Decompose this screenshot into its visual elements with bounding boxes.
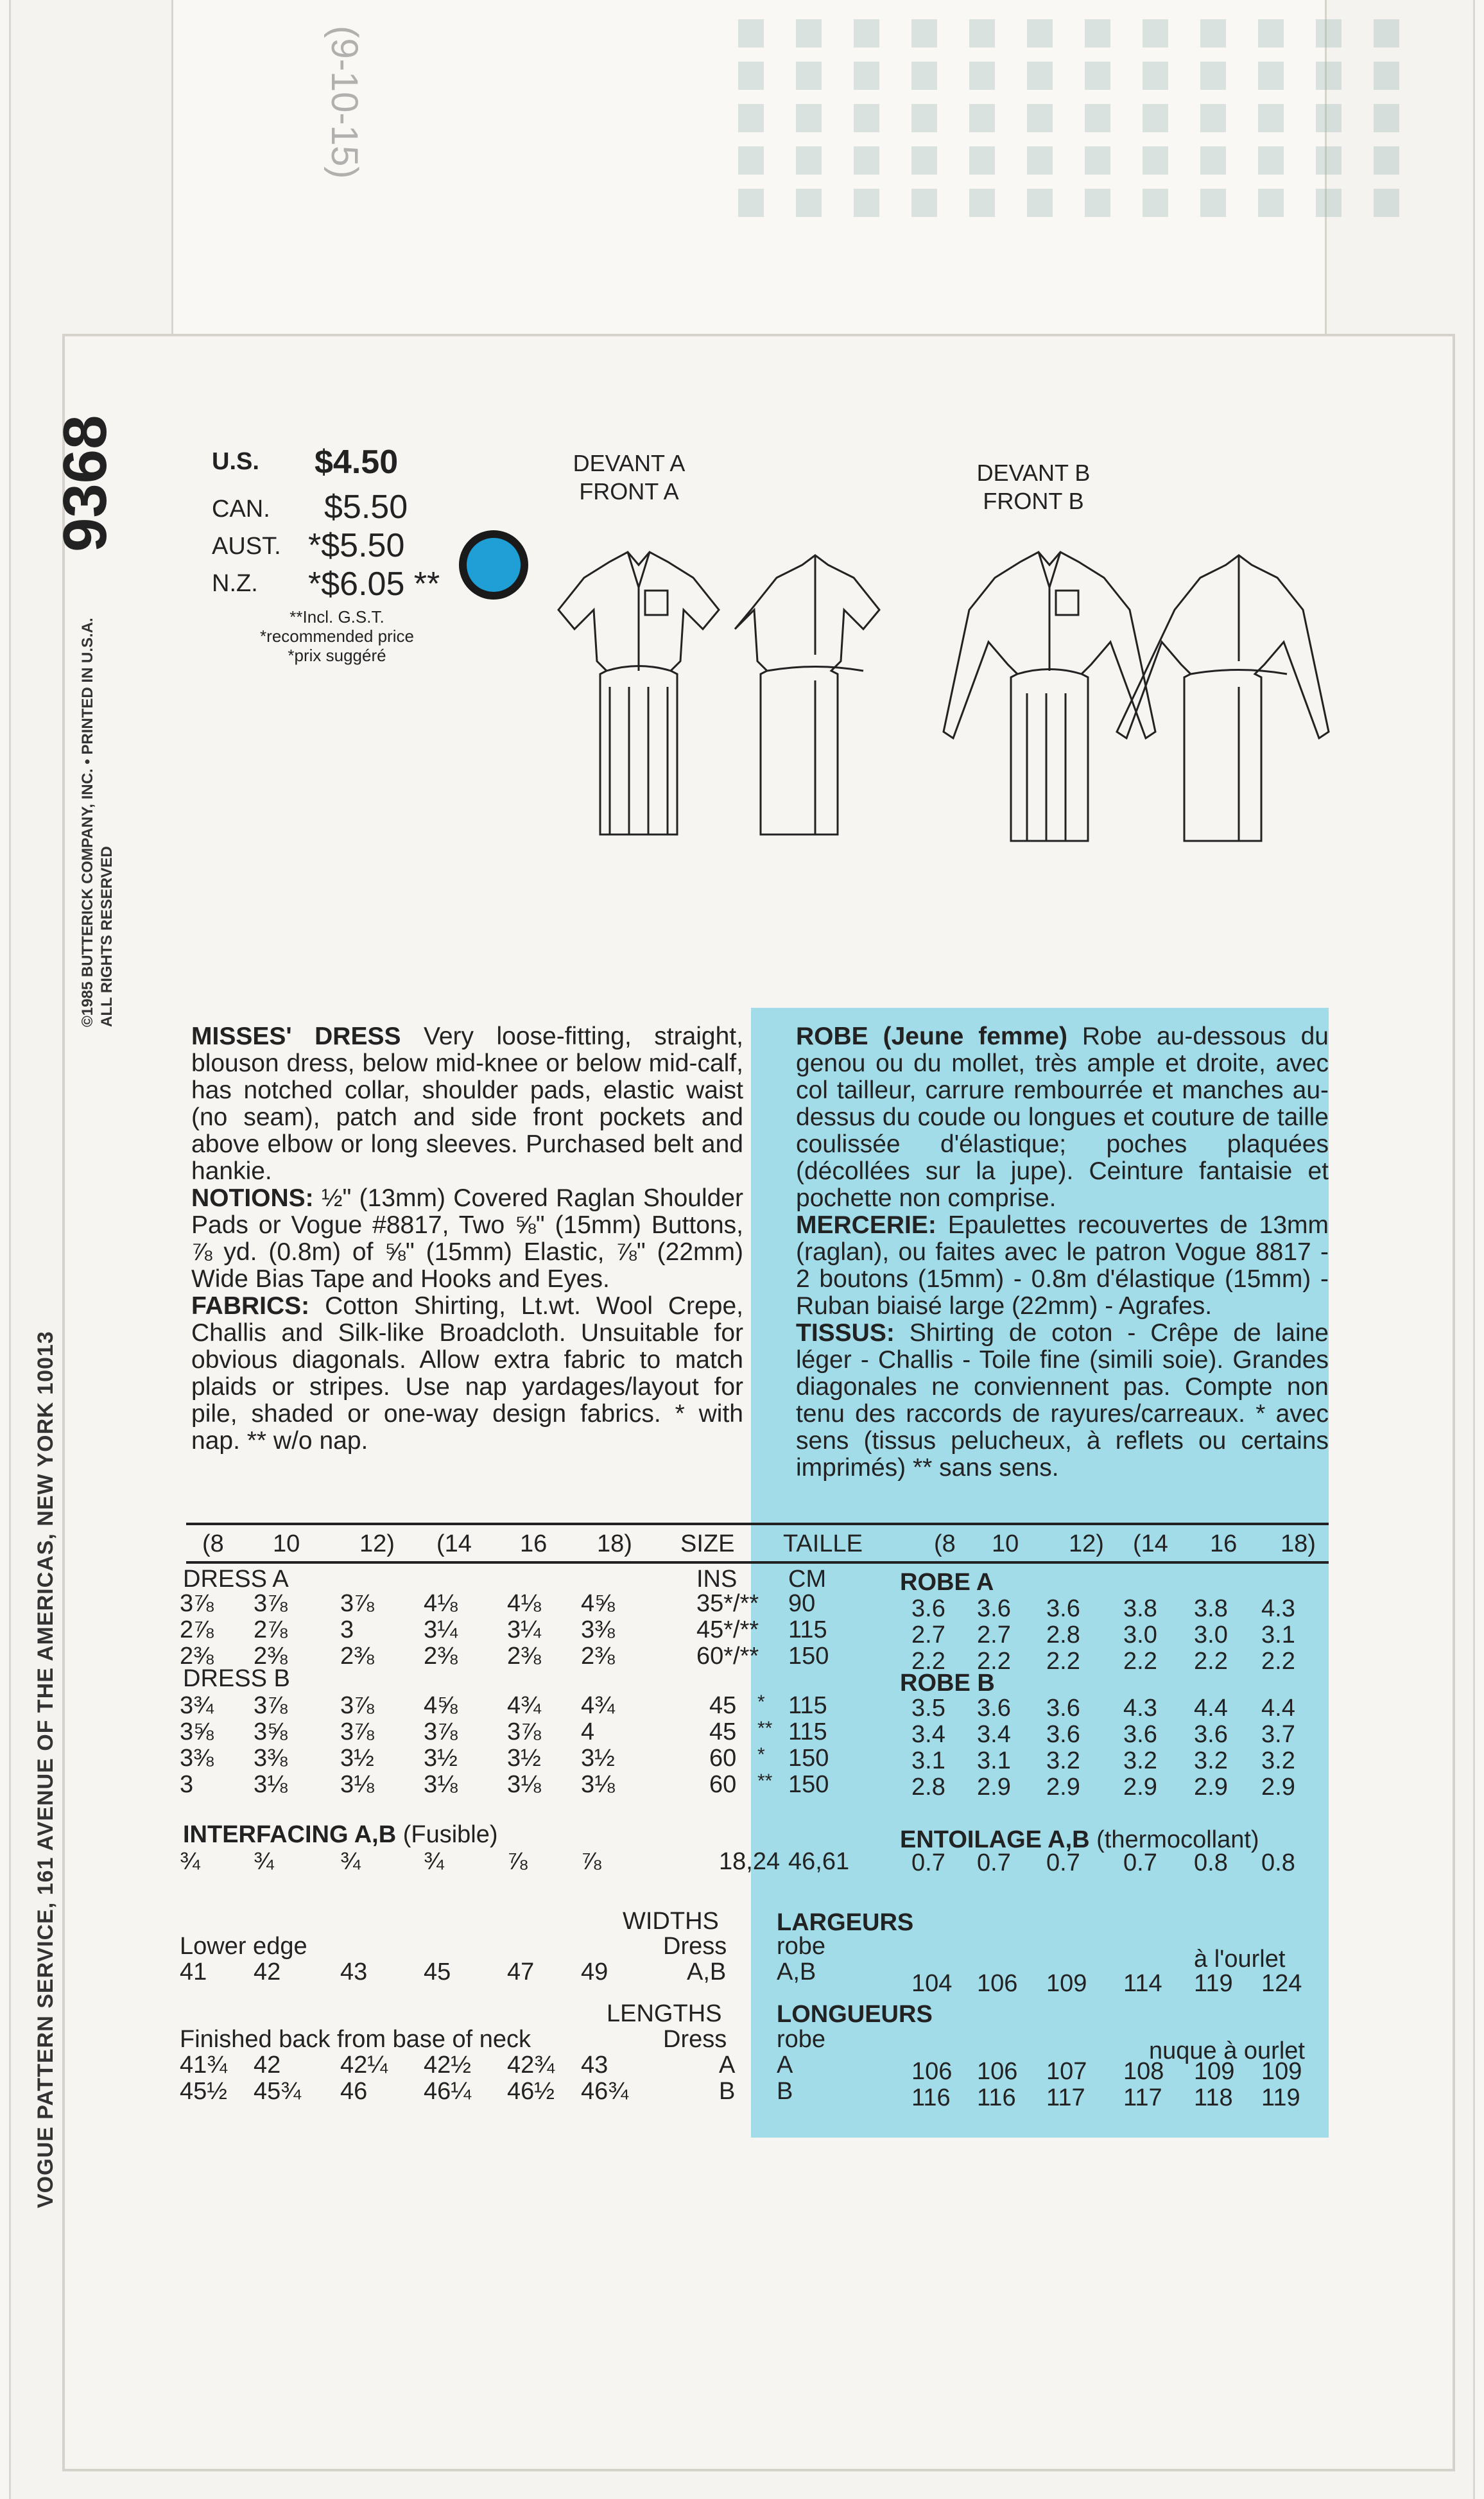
width-cm-cell: 124 <box>1261 1970 1302 1997</box>
price-value: $5.50 <box>324 489 408 526</box>
view-label: A <box>719 2052 736 2079</box>
metre-cell: 3.6 <box>1046 1595 1080 1622</box>
width-cm-cell: 119 <box>1194 1970 1233 1997</box>
tissus-text: Shirting de coton - Crêpe de laine léger - Challis - Toile fine (simili soie). Grandes diagonales ne conviennent pas. Compte non tenu des raccords de rayures/carreaux. * avec sens (tissus pelucheux, à reflets ou certains imprimés) ** sans sens. <box>796 1319 1329 1482</box>
finished-back-label: Finished back from base of neck <box>180 2026 531 2053</box>
taille-label: (14 <box>1133 1530 1168 1557</box>
width-cm-cell: 114 <box>1123 1970 1162 1997</box>
price-label: U.S. <box>212 448 259 475</box>
length-inch-cell: 42¼ <box>340 2052 388 2079</box>
metre-cell: 2.7 <box>977 1621 1011 1648</box>
metre-cell: 2.2 <box>1194 1648 1228 1675</box>
size-label: 12) <box>359 1530 395 1557</box>
taille-label: 10 <box>992 1530 1019 1557</box>
yardage-cell: 3⅞ <box>507 1718 541 1745</box>
fabric-width-ins: 45*/** <box>696 1616 759 1643</box>
length-inch-cell: 46½ <box>507 2078 555 2105</box>
metre-cell: 0.7 <box>1123 1849 1157 1876</box>
width-inch-cell: 42 <box>254 1959 281 1985</box>
front-a-fr: DEVANT A <box>573 450 686 476</box>
copyright-line: ©1985 BUTTERICK COMPANY, INC. • PRINTED IN U.S.A. <box>79 618 96 1027</box>
fabric-width-cm: 150 <box>788 1643 829 1670</box>
nap-mark: * <box>757 1744 765 1765</box>
view-label: A,B <box>777 1959 816 1985</box>
pattern-number: 9368 <box>51 415 119 552</box>
length-cm-cell: 109 <box>1261 2058 1302 2085</box>
yardage-cell: 3½ <box>340 1745 374 1772</box>
yardage-cell: 2⅜ <box>507 1643 541 1670</box>
yardage-cell: 4⅝ <box>581 1590 615 1617</box>
largeurs-robe: robe <box>777 1933 826 1960</box>
yardage-cell: ⅞ <box>507 1848 528 1875</box>
fabric-width-cm: 90 <box>788 1590 816 1617</box>
yardage-cell: 3⅞ <box>340 1692 374 1719</box>
french-heading: ROBE (Jeune femme) <box>796 1023 1067 1050</box>
flap-code: (9-10-15) <box>324 26 365 179</box>
width-inch-cell: 41 <box>180 1959 207 1985</box>
yardage-cell: 3¼ <box>424 1616 458 1643</box>
fabric-width-ins: 60 <box>709 1745 737 1772</box>
entoilage-type: (thermocollant) <box>1096 1826 1259 1853</box>
metre-cell: 3.6 <box>977 1595 1011 1622</box>
fabric-width-cm: 46,61 <box>788 1848 850 1875</box>
english-desc: Very loose-fitting, straight, blouson dress, below mid-knee or below mid-calf, has notched collar, shoulder pads, elastic waist (no seam), patch and side front pockets and above elbow or long sleeves. Purchased belt and hankie. <box>191 1023 743 1185</box>
metre-cell: 2.2 <box>1123 1648 1157 1675</box>
yardage-cell: 3⅜ <box>581 1616 615 1643</box>
fabric-width-cm: 150 <box>788 1771 829 1798</box>
lengths-heading: LENGTHS <box>607 2000 722 2027</box>
yardage-cell: ¾ <box>180 1848 200 1875</box>
length-cm-cell: 118 <box>1194 2084 1233 2111</box>
fabric-width-cm: 115 <box>788 1616 827 1643</box>
fabric-width-ins: 35*/** <box>696 1590 759 1617</box>
yardage-cell: 3¼ <box>507 1616 541 1643</box>
yardage-cell: 3½ <box>581 1745 615 1772</box>
taille-label: 12) <box>1069 1530 1104 1557</box>
width-inch-cell: 49 <box>581 1959 608 1985</box>
mercerie-text: Epaulettes recouvertes de 13mm (raglan), ou faites avec le patron Vogue 8817 - 2 boutons (15mm) - 0.8m d'élastique (15mm) - Ruban biaisé large (22mm) - Agrafes. <box>796 1211 1329 1320</box>
front-b-en: FRONT B <box>983 488 1084 514</box>
lower-edge-label: Lower edge <box>180 1933 307 1960</box>
price-value: $4.50 <box>315 444 399 481</box>
metre-cell: 3.2 <box>1194 1747 1228 1774</box>
metre-cell: 3.2 <box>1261 1747 1295 1774</box>
metre-cell: 0.7 <box>1046 1849 1080 1876</box>
nuque-label: nuque à ourlet <box>1149 2037 1305 2064</box>
fabric-width-cm: 115 <box>788 1692 827 1719</box>
front-b-fr: DEVANT B <box>976 460 1091 486</box>
yardage-cell: 2⅜ <box>254 1643 288 1670</box>
tissus-heading: TISSUS: <box>796 1319 895 1347</box>
taille-label: (8 <box>934 1530 956 1557</box>
metre-cell: 3.1 <box>977 1747 1011 1774</box>
metre-cell: 3.6 <box>1046 1695 1080 1722</box>
metre-cell: 2.9 <box>1194 1774 1228 1801</box>
length-cm-cell: 117 <box>1123 2084 1162 2111</box>
yardage-cell: 4¾ <box>507 1692 541 1719</box>
length-inch-cell: 45½ <box>180 2078 227 2105</box>
yardage-cell: 3⅛ <box>507 1771 541 1798</box>
longueurs-robe: robe <box>777 2026 826 2053</box>
price-value: *$5.50 <box>308 527 405 564</box>
size-heading: SIZE <box>680 1530 735 1557</box>
length-inch-cell: 46¼ <box>424 2078 471 2105</box>
metre-cell: 0.8 <box>1194 1849 1228 1876</box>
yardage-cell: 3¾ <box>180 1692 214 1719</box>
width-cm-cell: 106 <box>977 1970 1018 1997</box>
metre-cell: 3.8 <box>1194 1595 1228 1622</box>
metre-cell: 2.9 <box>977 1774 1011 1801</box>
yardage-cell: ⅞ <box>581 1848 601 1875</box>
metre-cell: 2.9 <box>1123 1774 1157 1801</box>
nap-mark: ** <box>757 1770 773 1792</box>
yardage-cell: 3⅞ <box>254 1692 288 1719</box>
metre-cell: 4.4 <box>1194 1695 1228 1722</box>
copyright-line: ALL RIGHTS RESERVED <box>98 846 116 1027</box>
metre-cell: 3.0 <box>1123 1621 1157 1648</box>
length-inch-cell: 42¾ <box>507 2052 555 2079</box>
metre-cell: 0.7 <box>911 1849 945 1876</box>
yardage-cell: 3⅝ <box>180 1718 214 1745</box>
metre-cell: 2.2 <box>1046 1648 1080 1675</box>
ins-heading: INS <box>696 1566 738 1593</box>
metre-cell: 3.4 <box>911 1721 945 1748</box>
yardage-cell: 2⅜ <box>581 1643 615 1670</box>
length-inch-cell: 43 <box>581 2052 608 2079</box>
cm-heading: CM <box>788 1566 827 1593</box>
interfacing-heading: INTERFACING A,B <box>183 1821 397 1848</box>
metre-cell: 3.4 <box>977 1721 1011 1748</box>
yardage-cell: 3⅞ <box>340 1718 374 1745</box>
yardage-cell: ¾ <box>340 1848 361 1875</box>
metre-cell: 2.2 <box>911 1648 945 1675</box>
metre-cell: 4.3 <box>1261 1595 1295 1622</box>
metre-cell: 3.6 <box>1123 1721 1157 1748</box>
length-cm-cell: 116 <box>977 2084 1016 2111</box>
yardage-cell: 2⅜ <box>180 1643 214 1670</box>
length-cm-cell: 106 <box>911 2058 953 2085</box>
interfacing-type: (Fusible) <box>402 1821 498 1848</box>
yardage-cell: 3⅛ <box>424 1771 458 1798</box>
yardage-cell: 4⅛ <box>507 1590 541 1617</box>
metre-cell: 2.2 <box>977 1648 1011 1675</box>
interfacing-label <box>183 1822 498 1848</box>
lengths-dress: Dress <box>663 2026 727 2053</box>
english-heading: MISSES' DRESS <box>191 1023 401 1050</box>
size-label: 10 <box>273 1530 300 1557</box>
dress-b-heading: DRESS B <box>183 1665 290 1692</box>
metre-cell: 3.6 <box>977 1695 1011 1722</box>
yardage-cell: 3 <box>180 1771 194 1798</box>
metre-cell: 0.7 <box>977 1849 1011 1876</box>
price-label: CAN. <box>212 496 270 523</box>
yardage-cell: 3⅝ <box>254 1718 288 1745</box>
metre-cell: 3.0 <box>1194 1621 1228 1648</box>
price-note: **Incl. G.S.T. <box>289 607 384 627</box>
metre-cell: 2.2 <box>1261 1648 1295 1675</box>
yardage-cell: 3 <box>340 1616 354 1643</box>
yardage-cell: 3½ <box>424 1745 458 1772</box>
entoilage-heading: ENTOILAGE A,B <box>900 1826 1090 1853</box>
metre-cell: 3.8 <box>1123 1595 1157 1622</box>
notions-heading: NOTIONS: <box>191 1184 314 1212</box>
fabric-width-ins: 60 <box>709 1771 737 1798</box>
yardage-cell: 4⅛ <box>424 1590 458 1617</box>
yardage-cell: ¾ <box>254 1848 274 1875</box>
metre-cell: 2.9 <box>1261 1774 1295 1801</box>
fabrics-text: Cotton Shirting, Lt.wt. Wool Crepe, Challis and Silk-like Broadcloth. Unsuitable for obvious diagonals. Allow extra fabric to match plaids or stripes. Use nap yardages/layout for pile, shaded or one-way design fabrics. * with nap. ** w/o nap. <box>191 1292 743 1455</box>
fabrics-heading: FABRICS: <box>191 1292 310 1320</box>
price-label: N.Z. <box>212 570 258 597</box>
yardage-cell: ¾ <box>424 1848 444 1875</box>
metre-cell: 2.7 <box>911 1621 945 1648</box>
width-cm-cell: 109 <box>1046 1970 1087 1997</box>
yardage-cell: 3⅞ <box>180 1590 214 1617</box>
longueurs-heading: LONGUEURS <box>777 2001 933 2028</box>
yardage-cell: 3⅞ <box>254 1590 288 1617</box>
yardage-cell: 4⅝ <box>424 1692 458 1719</box>
price-value: *$6.05 ** <box>308 566 440 603</box>
taille-label: 16 <box>1210 1530 1238 1557</box>
metre-cell: 3.2 <box>1123 1747 1157 1774</box>
fabric-width-cm: 150 <box>788 1745 829 1772</box>
widths-dress: Dress <box>663 1933 727 1960</box>
largeurs-heading: LARGEURS <box>777 1909 914 1936</box>
length-cm-cell: 116 <box>911 2084 951 2111</box>
metre-cell: 3.7 <box>1261 1721 1295 1748</box>
yardage-cell: 3⅞ <box>340 1590 374 1617</box>
metre-cell: 3.1 <box>1261 1621 1295 1648</box>
metre-cell: 3.1 <box>911 1747 945 1774</box>
nap-mark: * <box>757 1691 765 1713</box>
yardage-cell: 3⅞ <box>424 1718 458 1745</box>
yardage-cell: 3⅛ <box>254 1771 288 1798</box>
price-note: *recommended price <box>260 627 414 646</box>
yardage-cell: 2⅞ <box>254 1616 288 1643</box>
length-cm-cell: 106 <box>977 2058 1018 2085</box>
taille-label: 18) <box>1281 1530 1316 1557</box>
view-label: B <box>719 2078 736 2105</box>
metre-cell: 4.3 <box>1123 1695 1157 1722</box>
length-inch-cell: 45¾ <box>254 2078 301 2105</box>
fabric-width-cm: 115 <box>788 1718 827 1745</box>
robe-b-heading: ROBE B <box>900 1670 995 1697</box>
view-label: B <box>777 2078 793 2105</box>
width-cm-cell: 104 <box>911 1970 953 1997</box>
yardage-cell: 3⅜ <box>180 1745 214 1772</box>
width-inch-cell: 47 <box>507 1959 535 1985</box>
size-label: (14 <box>436 1530 472 1557</box>
fabric-width-ins: 45 <box>709 1692 737 1719</box>
length-cm-cell: 119 <box>1261 2084 1300 2111</box>
length-cm-cell: 108 <box>1123 2058 1164 2085</box>
yardage-cell: 4 <box>581 1718 595 1745</box>
a-l-ourlet-label: à l'ourlet <box>1194 1946 1286 1973</box>
table-header-rule <box>186 1561 1329 1564</box>
table-top-rule <box>186 1523 1329 1525</box>
robe-a-heading: ROBE A <box>900 1569 994 1596</box>
length-inch-cell: 42 <box>254 2052 281 2079</box>
front-a-en: FRONT A <box>579 478 679 505</box>
size-label: 16 <box>520 1530 548 1557</box>
fabric-width-ins: 45 <box>709 1718 737 1745</box>
metre-cell: 2.8 <box>1046 1621 1080 1648</box>
metre-cell: 3.2 <box>1046 1747 1080 1774</box>
fabric-width-ins: 18,24 <box>719 1848 781 1875</box>
length-inch-cell: 41¾ <box>180 2052 227 2079</box>
view-label: A <box>777 2052 793 2079</box>
widths-heading: WIDTHS <box>623 1908 719 1935</box>
yardage-cell: 2⅜ <box>424 1643 458 1670</box>
length-cm-cell: 107 <box>1046 2058 1087 2085</box>
metre-cell: 3.6 <box>911 1595 945 1622</box>
taille-heading: TAILLE <box>783 1530 863 1557</box>
length-inch-cell: 46¾ <box>581 2078 628 2105</box>
french-desc: Robe au-dessous du genou ou du mollet, très ample et droite, avec col tailleur, carrure rembourrée et manches au-dessus du coude ou longues et couture de taille coulissée d'élastique; poches plaquées (décollées sur la jupe). Ceinture fantaisie et pochette non comprise. <box>796 1023 1329 1212</box>
metre-cell: 3.6 <box>1046 1721 1080 1748</box>
nap-mark: ** <box>757 1718 773 1739</box>
yardage-cell: 3½ <box>507 1745 541 1772</box>
yardage-cell: 3⅜ <box>254 1745 288 1772</box>
metre-cell: 3.5 <box>911 1695 945 1722</box>
length-inch-cell: 46 <box>340 2078 368 2105</box>
notions-text: ½" (13mm) Covered Raglan Shoulder Pads or Vogue #8817, Two ⅝" (15mm) Buttons, ⅞ yd. (0.8m) of ⅝" (15mm) Elastic, ⅞" (22mm) Wide Bias Tape and Hooks and Eyes. <box>191 1184 744 1293</box>
dress-a-heading: DRESS A <box>183 1566 289 1593</box>
length-cm-cell: 117 <box>1046 2084 1085 2111</box>
yardage-cell: 3⅛ <box>581 1771 615 1798</box>
metre-cell: 2.8 <box>911 1774 945 1801</box>
width-inch-cell: 45 <box>424 1959 451 1985</box>
length-inch-cell: 42½ <box>424 2052 471 2079</box>
metre-cell: 3.6 <box>1194 1721 1228 1748</box>
mercerie-heading: MERCERIE: <box>796 1211 936 1239</box>
length-cm-cell: 109 <box>1194 2058 1235 2085</box>
yardage-cell: 2⅜ <box>340 1643 374 1670</box>
size-label: 18) <box>597 1530 632 1557</box>
fabric-width-ins: 60*/** <box>696 1643 759 1670</box>
yardage-cell: 3⅛ <box>340 1771 374 1798</box>
metre-cell: 4.4 <box>1261 1695 1295 1722</box>
price-note: *prix suggéré <box>288 646 386 665</box>
size-label: (8 <box>202 1530 224 1557</box>
metre-cell: 0.8 <box>1261 1849 1295 1876</box>
view-label: A,B <box>687 1959 727 1985</box>
yardage-cell: 4¾ <box>581 1692 615 1719</box>
metre-cell: 2.9 <box>1046 1774 1080 1801</box>
yardage-cell: 2⅞ <box>180 1616 214 1643</box>
publisher-address: VOGUE PATTERN SERVICE, 161 AVENUE OF THE AMERICAS, NEW YORK 10013 <box>33 1331 58 2208</box>
price-label: AUST. <box>212 533 281 560</box>
width-inch-cell: 43 <box>340 1959 368 1985</box>
